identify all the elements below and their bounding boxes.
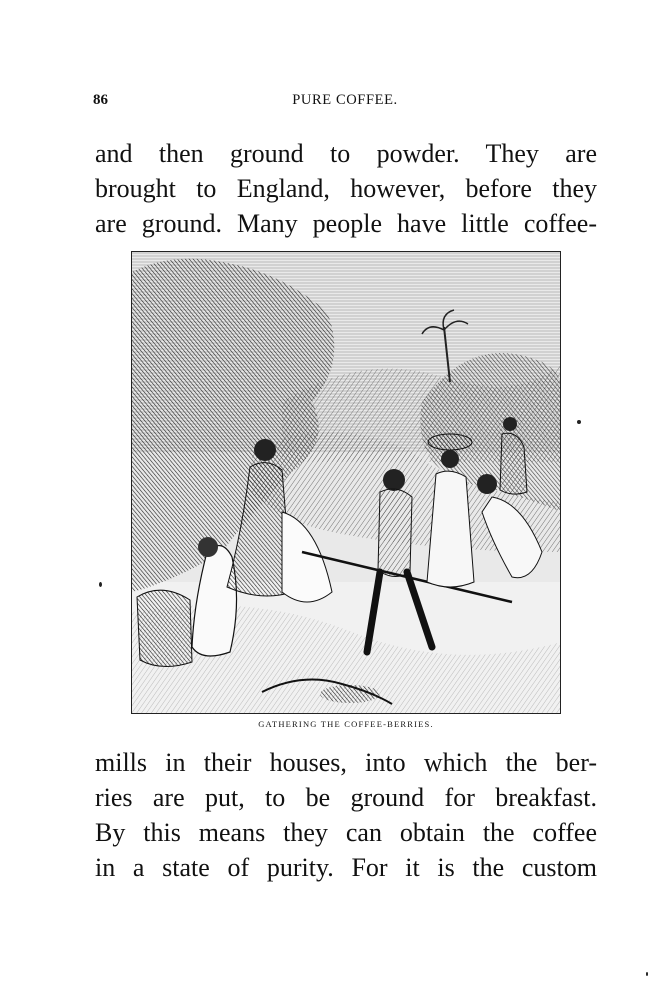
figure-caption: GATHERING THE COFFEE-BERRIES. (258, 719, 434, 729)
page-header (93, 92, 597, 114)
engraving-illustration (131, 251, 561, 714)
text-line: in a state of purity. For it is the custom (95, 853, 597, 882)
page-number: 86 (93, 92, 108, 108)
text-line: are ground. Many people have little coffee- (95, 209, 597, 238)
text-line: brought to England, however, before they (95, 174, 597, 203)
print-speck (577, 420, 581, 424)
print-speck (99, 582, 102, 587)
text-line: mills in their houses, into which the ber- (95, 748, 597, 777)
text-line: and then ground to powder. They are (95, 139, 597, 168)
text-line: ries are put, to be ground for breakfast. (95, 783, 597, 812)
paragraph-top (95, 136, 597, 241)
print-speck (646, 972, 648, 976)
text-line: By this means they can obtain the coffee (95, 818, 597, 847)
paragraph-bottom (95, 745, 597, 885)
running-title: PURE COFFEE. (292, 92, 398, 108)
